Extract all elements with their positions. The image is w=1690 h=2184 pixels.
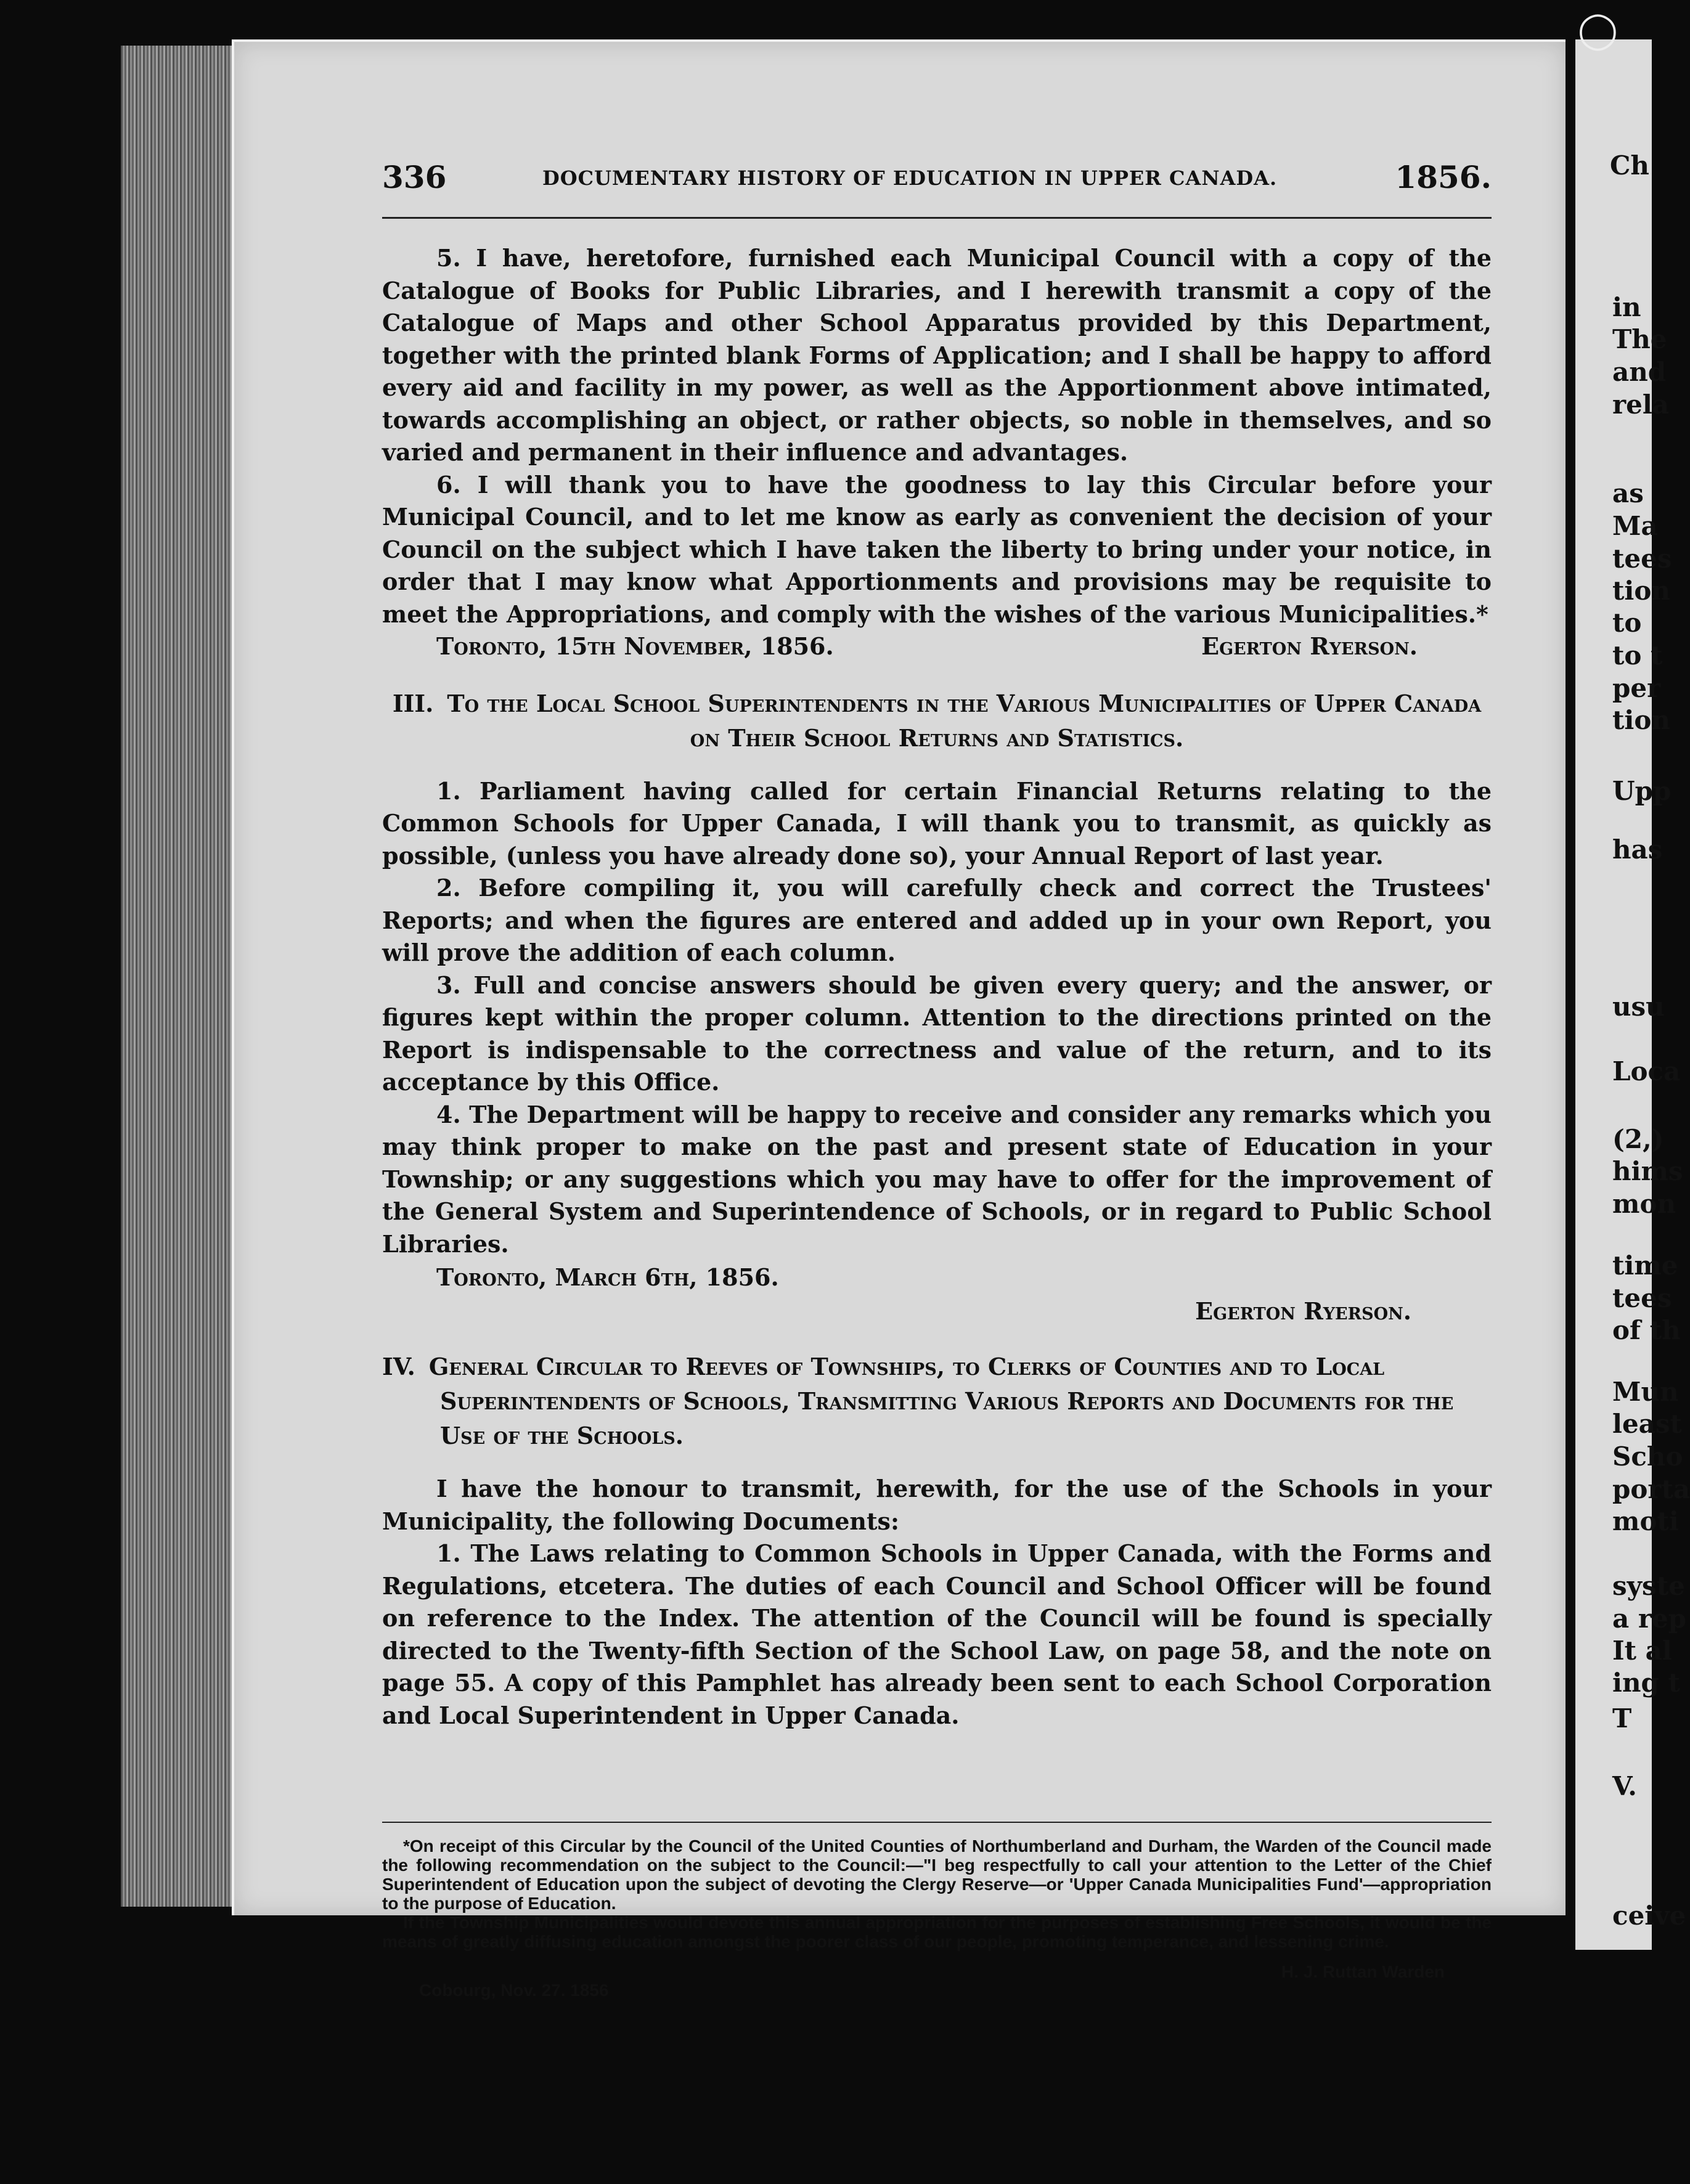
adjacent-page-fragment: porta bbox=[1612, 1474, 1690, 1504]
adjacent-page-fragment: The bbox=[1612, 324, 1667, 354]
adjacent-page-fragment: rela bbox=[1612, 389, 1670, 420]
adjacent-page-fragment: tees bbox=[1612, 544, 1672, 574]
adjacent-page-fragment: least bbox=[1612, 1409, 1682, 1439]
adjacent-page-fragment: ing t bbox=[1612, 1668, 1680, 1698]
adjacent-page-fragment: Ch bbox=[1610, 150, 1649, 181]
section-date: Toronto, March 6th, 1856. bbox=[436, 1263, 779, 1291]
adjacent-page-fragment: It al bbox=[1612, 1636, 1672, 1666]
adjacent-page-fragment: as bbox=[1612, 478, 1644, 508]
footnote-place-date: Cobourg, Nov. 27. 1856 bbox=[419, 1981, 609, 2000]
adjacent-page-fragment: (2,) bbox=[1612, 1124, 1664, 1154]
adjacent-page-fragment: of th bbox=[1612, 1315, 1681, 1345]
adjacent-page-fragment: and bbox=[1612, 357, 1667, 387]
adjacent-page-fragment: to t bbox=[1612, 640, 1663, 670]
header-rule bbox=[382, 217, 1492, 219]
section-heading bbox=[382, 1350, 1492, 1453]
adjacent-page-fragment: in bbox=[1612, 292, 1641, 322]
paragraph: 4. The Department will be happy to receive and consider any remarks which you may think proper to make on the past and present state of Education in your Township; or any suggestions which you may have to offer for the improvement of the General System and Superintendence of Schools, or in regard to Public School Libraries. bbox=[382, 1100, 1492, 1258]
adjacent-page-fragment: to bbox=[1612, 608, 1642, 638]
adjacent-page-fragment: usu bbox=[1612, 992, 1665, 1022]
adjacent-page-fragment: tees bbox=[1612, 1283, 1672, 1313]
adjacent-page-fragment: time bbox=[1612, 1250, 1678, 1281]
footnote-signature: H. J. Ruttan Warden bbox=[1281, 1962, 1445, 1981]
adjacent-page-fragment: has bbox=[1612, 834, 1663, 865]
adjacent-page-edge bbox=[1575, 39, 1690, 1950]
paragraph: 5. I have, heretofore, furnished each Municipal Council with a copy of the Catalogue of Books for Public Libraries, and I herewith transmit a copy of the Catalogue of Maps and other School Apparatus provided by this Department, together with the printed blank Forms of Application; and I shall be happy to afford every aid and facility in my power, as well as the Apportionment above intimated, towards accomplishing an object, or rather objects, so noble in themselves, and so varied and permanent in their influence and advantages. bbox=[382, 244, 1492, 466]
paragraph: 3. Full and concise answers should be given every query; and the answer, or figures kept within the proper column. Attention to the directions printed on the Report is indispensable to the correctness and value of the return, and to its acceptance by this Office. bbox=[382, 971, 1492, 1096]
adjacent-page-fragment: Loca bbox=[1612, 1056, 1681, 1086]
section-title: General Circular to Reeves of Townships, to Clerks of Counties and to Local Superintendents of Schools, Transmitting Various Reports and Documents for the Use of the Schools. bbox=[428, 1353, 1454, 1449]
adjacent-page-fragment: per bbox=[1612, 673, 1661, 703]
section-title: To the Local School Superintendents in the Various Municipalities of Upper Canada on Their School Returns and Statistics. bbox=[447, 689, 1482, 752]
signoff-place-date: Toronto, 15th November, 1856. bbox=[436, 632, 834, 660]
adjacent-page-fragment: T bbox=[1612, 1703, 1632, 1734]
paragraph: 6. I will thank you to have the goodness to lay this Circular before your Municipal Council, and to let me know as early as convenient the decision of your Council on the subject which I have taken the liberty to bring under your notice, in order that I may know what Apportionments and provisions may be requisite to meet the Appropriations, and comply with the wishes of the various Municipalities.* bbox=[382, 470, 1492, 628]
corner-mark: ◯ bbox=[1578, 9, 1618, 51]
paragraph: I have the honour to transmit, herewith, for the use of the Schools in your Municipality, the following Documents: bbox=[382, 1475, 1492, 1535]
adjacent-page-fragment: Ma bbox=[1612, 511, 1658, 541]
running-header bbox=[382, 159, 1492, 202]
adjacent-page-fragment: V. bbox=[1612, 1771, 1637, 1801]
adjacent-page-fragment: Scho bbox=[1612, 1441, 1683, 1472]
adjacent-page-fragment: hims bbox=[1612, 1156, 1683, 1186]
page-number: 336 bbox=[382, 159, 447, 195]
adjacent-page-fragment: ceive bbox=[1612, 1901, 1686, 1931]
footnote-rule bbox=[382, 1822, 1492, 1823]
footnote-signoff bbox=[382, 1962, 1492, 2000]
adjacent-page-fragment: tion bbox=[1612, 705, 1670, 735]
footnote-paragraph: If the Township Municipalities would devote this annual appropriation for the purposes of establishing Free Schools, it would be the means of greatly diffusing education amongst the poorer class of our people, promoting temperance, and lessening crime. bbox=[382, 1913, 1492, 1951]
signoff-name: Egerton Ryerson. bbox=[1201, 632, 1418, 660]
section-number: III. bbox=[392, 689, 434, 717]
section-signature: Egerton Ryerson. bbox=[1195, 1297, 1411, 1325]
adjacent-page-fragment: a rep bbox=[1612, 1603, 1687, 1634]
adjacent-page-fragment: moti bbox=[1612, 1506, 1679, 1536]
signoff bbox=[382, 630, 1492, 663]
section-heading bbox=[382, 687, 1492, 756]
running-title: DOCUMENTARY HISTORY OF EDUCATION IN UPPER CANADA. bbox=[542, 166, 1278, 190]
section-number: IV. bbox=[382, 1353, 415, 1380]
adjacent-page-fragment: mon bbox=[1612, 1189, 1676, 1219]
main-text bbox=[382, 242, 1492, 1732]
document-page bbox=[232, 39, 1565, 2000]
footnote-paragraph: *On receipt of this Circular by the Council of the United Counties of Northumberland and Durham, the Warden of the Council made the following recommendation on the subject to the Council:—"I beg respectfully to call your attention to the Letter of the Chief Superintendent of Education upon the subject of devoting the Clergy Reserve—or 'Upper Canada Municipalities Fund'—appropriation to the purpose of Education. bbox=[382, 1836, 1492, 1913]
paragraph: 1. Parliament having called for certain Financial Returns relating to the Common Schools for Upper Canada, I will thank you to transmit, as quickly as possible, (unless you have already done so), your Annual Report of last year. bbox=[382, 776, 1492, 870]
running-year: 1856. bbox=[1395, 159, 1492, 195]
footnote bbox=[382, 1836, 1492, 2000]
adjacent-page-fragment: Mun bbox=[1612, 1377, 1679, 1407]
paragraph: 1. The Laws relating to Common Schools in Upper Canada, with the Forms and Regulations, etcetera. The duties of each Council and School Officer will be found on reference to the Index. The attention of the Council will be found is specially directed to the Twenty-fifth Section of the School Law, on page 58, and the note on page 55. A copy of this Pamphlet has already been sent to each School Corporation and Local Superintendent in Upper Canada. bbox=[382, 1539, 1492, 1729]
adjacent-page-fragment: tion bbox=[1612, 576, 1670, 606]
adjacent-page-fragment: Upp bbox=[1612, 776, 1672, 806]
adjacent-page-fragment: syste bbox=[1612, 1571, 1685, 1601]
paragraph: 2. Before compiling it, you will carefully check and correct the Trustees' Reports; and when the figures are entered and added up in your own Report, you will prove the addition of each column. bbox=[382, 874, 1492, 966]
page-edge-stack bbox=[121, 46, 242, 1907]
